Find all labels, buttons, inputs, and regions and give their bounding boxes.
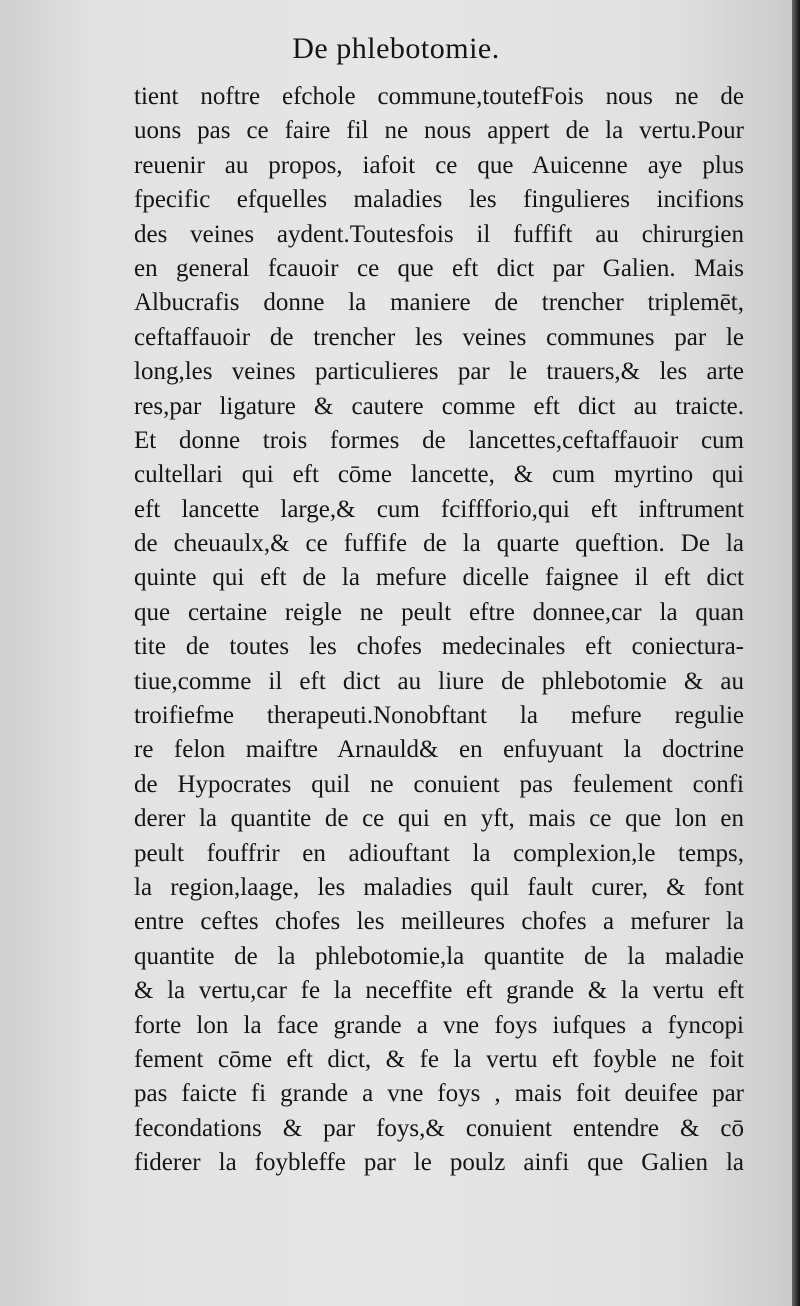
text-line: cultellari qui eft cōme lancette, & cum myrtino qui [134,461,744,489]
text-line: des veines aydent.Toutesfois il fuffift au chirurgien [134,220,744,248]
text-line: que certaine reigle ne peult eftre donnee,car la quan [134,598,744,626]
text-line: pas faicte fi grande a vne foys , mais foit deuifee par [134,1080,744,1108]
text-line: re felon maiftre Arnauld& en enfuyuant la doctrine [134,736,744,764]
text-line: res,par ligature & cautere comme eft dict au traicte. [134,392,744,420]
text-line: quinte qui eft de la mefure dicelle faignee il eft dict [134,564,744,592]
text-line: tiue,comme il eft dict au liure de phlebotomie & au [134,667,744,695]
text-line: Et donne trois formes de lancettes,ceftaffauoir cum [134,426,744,454]
text-line: de Hypocrates quil ne conuient pas feulement confi [134,770,744,798]
text-line: peult fouffrir en adiouftant la complexion,le temps, [134,839,744,867]
text-line: forte lon la face grande a vne foys iufques a fyncopi [134,1011,744,1039]
text-line: derer la quantite de ce qui en yft, mais ce que lon en [134,805,744,833]
text-line: tient noftre efchole commune,toutefFois nous ne de [134,83,744,110]
text-line: troifiefme therapeuti.Nonobftant la mefure regulie [134,702,744,730]
text-line: Albucrafis donne la maniere de trencher triplemēt, [134,289,744,317]
text-line: ceftaffauoir de trencher les veines communes par le [134,323,744,351]
text-line: fecondations & par foys,& conuient entendre & cō [134,1114,744,1142]
text-line: de cheuaulx,& ce fuffife de la quarte queftion. De la [134,530,744,558]
text-line: quantite de la phlebotomie,la quantite de la maladie [134,942,744,970]
text-block [134,80,744,1181]
text-line: reuenir au propos, iafoit ce que Auicenne aye plus [134,151,744,179]
page-edge [792,0,800,1306]
text-line: eft lancette large,& cum fciffforio,qui eft inftrument [134,495,744,523]
text-line: la region,laage, les maladies quil fault curer, & font [134,873,744,901]
text-line: & la vertu,car fe la neceffite eft grande & la vertu eft [134,977,744,1005]
text-line: en general fcauoir ce que eft dict par Galien. Mais [134,254,744,282]
text-line: uons pas ce faire fil ne nous appert de la vertu.Pour [134,117,744,145]
running-head: De phlebotomie. [292,32,500,65]
text-line: tite de toutes les chofes medecinales eft coniectura- [134,633,744,661]
text-line: entre ceftes chofes les meilleures chofes a mefurer la [134,908,744,936]
text-line: long,les veines particulieres par le trauers,& les arte [134,358,744,386]
text-line: fiderer la foybleffe par le poulz ainfi que Galien la [134,1149,744,1177]
text-line: fpecific efquelles maladies les fingulieres incifions [134,186,744,214]
text-line: fement cōme eft dict, & fe la vertu eft foyble ne foit [134,1045,744,1073]
